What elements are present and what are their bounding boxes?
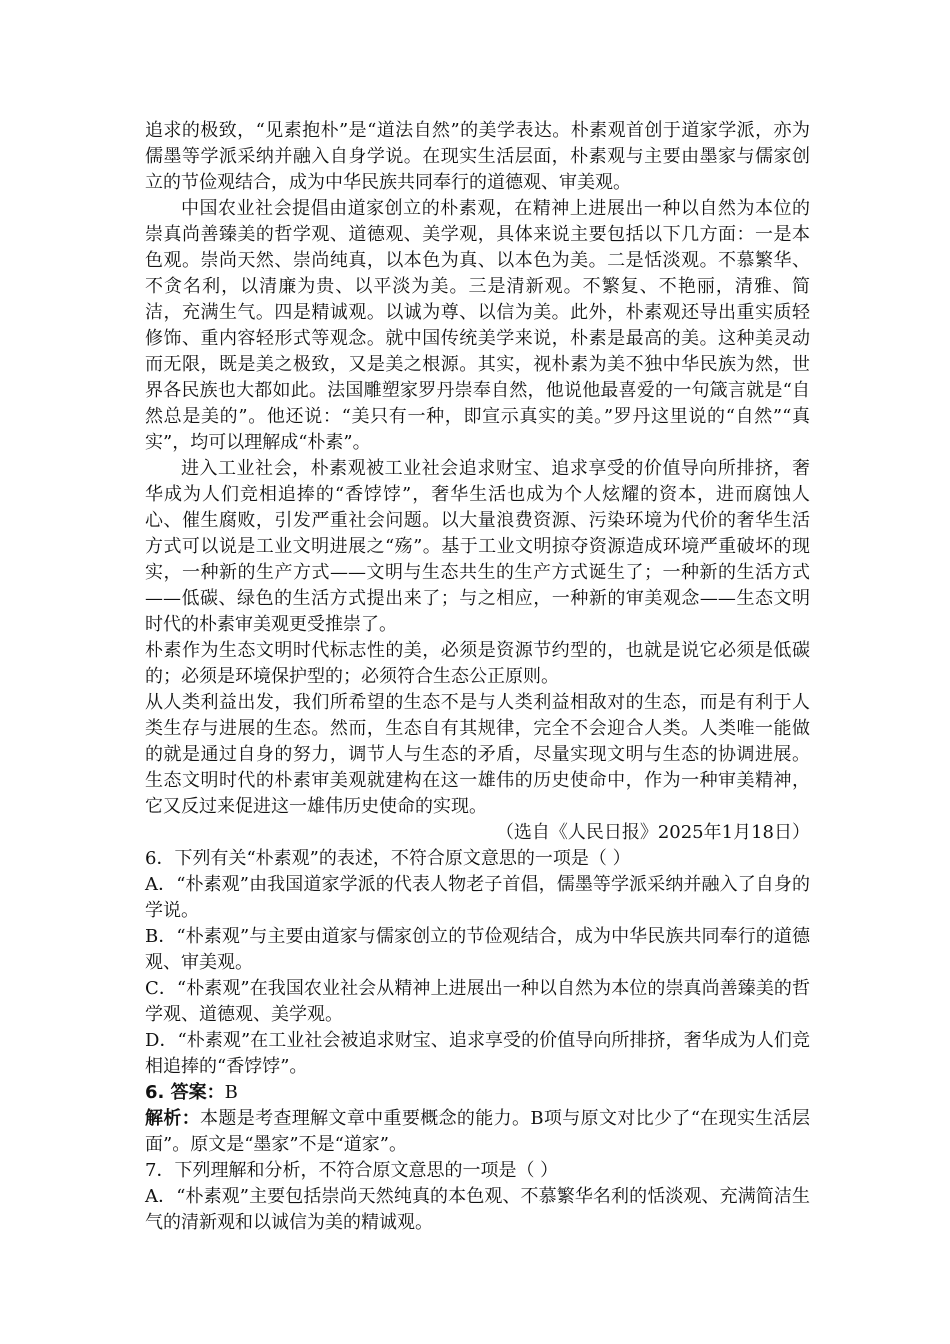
question-6-option-c: C．“朴素观”在我国农业社会从精神上进展出一种以自然为本位的崇真尚善臻美的哲学观、道德观、美学观。 bbox=[145, 978, 810, 1025]
answer-label: 6. 答案： bbox=[145, 1082, 225, 1103]
paragraph-2: 中国农业社会提倡由道家创立的朴素观，在精神上进展出一种以自然为本位的崇真尚善臻美的哲学观、道德观、美学观，具体来说主要包括以下几方面：一是本色观。崇尚天然、崇尚纯真，以本色为真、以本色为美。二是恬淡观。不慕繁华、不贪名利，以清廉为贵、以平淡为美。三是清新观。不繁复、不艳丽，清雅、简洁，充满生气。四是精诚观。以诚为尊、以信为美。此外，朴素观还导出重实质轻修饰、重内容轻形式等观念。就中国传统美学来说，朴素是最高的美。这种美灵动而无限，既是美之极致，又是美之根源。其实，视朴素为美不独中华民族为然，世界各民族也大都如此。法国雕塑家罗丹崇奉自然，他说他最喜爱的一句箴言就是“自然总是美的”。他还说：“美只有一种，即宣示真实的美。”罗丹这里说的“自然”“真实”，均可以理解成“朴素”。 bbox=[145, 198, 810, 453]
question-7-stem: 7．下列理解和分析，不符合原文意思的一项是（ ） bbox=[145, 1160, 559, 1181]
paragraph-5: 从人类利益出发，我们所希望的生态不是与人类利益相敌对的生态，而是有利于人类生存与进展的生态。然而，生态自有其规律，完全不会迎合人类。人类唯一能做的就是通过自身的努力，调节人与生态的矛盾，尽量实现文明与生态的协调进展。生态文明时代的朴素审美观就建构在这一雄伟的历史使命中，作为一种审美精神，它又反过来促进这一雄伟历史使命的实现。 bbox=[145, 692, 810, 817]
analysis-label: 解析： bbox=[145, 1108, 201, 1129]
question-6-analysis bbox=[145, 1106, 810, 1158]
paragraph-3: 进入工业社会，朴素观被工业社会追求财宝、追求享受的价值导向所排挤，奢华成为人们竞相追捧的“香饽饽”，奢华生活也成为个人炫耀的资本，进而腐蚀人心、催生腐败，引发严重社会问题。以大量浪费资源、污染环境为代价的奢华生活方式可以说是工业文明进展之“殇”。基于工业文明掠夺资源造成环境严重破坏的现实，一种新的生产方式——文明与生态共生的生产方式诞生了；一种新的生活方式——低碳、绿色的生活方式提出来了；与之相应，一种新的审美观念——生态文明时代的朴素审美观更受推崇了。 bbox=[145, 458, 810, 635]
source-citation: （选自《人民日报》2025年1月18日） bbox=[495, 822, 810, 843]
question-6-answer bbox=[145, 1080, 810, 1106]
question-6-option-a: A．“朴素观”由我国道家学派的代表人物老子首倡，儒墨等学派采纳并融入了自身的学说。 bbox=[145, 874, 810, 921]
document-page bbox=[145, 118, 810, 1236]
paragraph-1: 追求的极致，“见素抱朴”是“道法自然”的美学表达。朴素观首创于道家学派，亦为儒墨等学派采纳并融入自身学说。在现实生活层面，朴素观与主要由墨家与儒家创立的节俭观结合，成为中华民族共同奉行的道德观、审美观。 bbox=[145, 120, 810, 193]
question-6-stem: 6．下列有关“朴素观”的表述，不符合原文意思的一项是（ ） bbox=[145, 848, 631, 869]
analysis-text: 本题是考查理解文章中重要概念的能力。B项与原文对比少了“在现实生活层面”。原文是“墨家”不是“道家”。 bbox=[145, 1108, 810, 1155]
question-7-option-a: A．“朴素观”主要包括崇尚天然纯真的本色观、不慕繁华名利的恬淡观、充满简洁生气的清新观和以诚信为美的精诚观。 bbox=[145, 1186, 810, 1233]
question-6-option-b: B．“朴素观”与主要由道家与儒家创立的节俭观结合，成为中华民族共同奉行的道德观、审美观。 bbox=[145, 926, 810, 973]
paragraph-4: 朴素作为生态文明时代标志性的美，必须是资源节约型的，也就是说它必须是低碳的；必须是环境保护型的；必须符合生态公正原则。 bbox=[145, 640, 810, 687]
answer-value: B bbox=[224, 1082, 238, 1103]
question-6-option-d: D．“朴素观”在工业社会被追求财宝、追求享受的价值导向所排挤，奢华成为人们竞相追捧的“香饽饽”。 bbox=[145, 1030, 810, 1077]
